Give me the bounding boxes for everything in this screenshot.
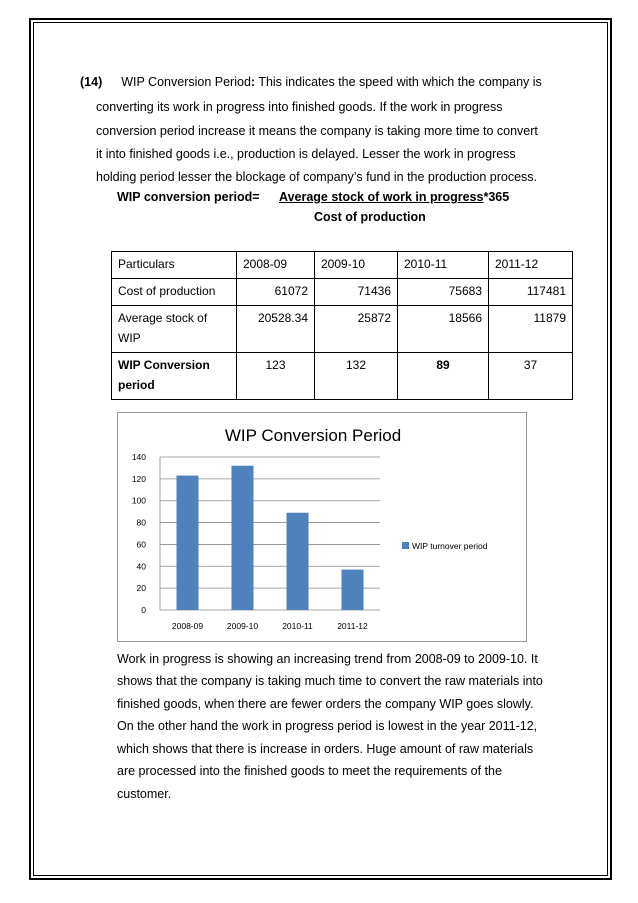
- conclusion-line-2: shows that the company is taking much time to convert the raw materials into: [117, 674, 543, 688]
- table-row: [112, 279, 573, 306]
- table-cell: 117481: [489, 279, 573, 306]
- table-cell: 20528.34: [237, 306, 315, 353]
- table-header-cell: 2009-10: [315, 252, 398, 279]
- y-tick-label: 100: [131, 495, 146, 506]
- chart-y-ticks: [132, 452, 146, 615]
- table-row: [112, 306, 573, 353]
- chart-legend: [402, 541, 488, 551]
- x-tick-label: 2011-12: [337, 621, 368, 631]
- wip-chart: [117, 412, 527, 642]
- table-cell: 75683: [398, 279, 489, 306]
- chart-svg: [118, 413, 528, 643]
- bar: [287, 513, 309, 610]
- conclusion-line-6: are processed into the finished goods to meet the requirements of the: [117, 764, 502, 778]
- chart-x-ticks: [172, 621, 368, 631]
- formula-numerator-line: [279, 190, 509, 204]
- x-tick-label: 2008-09: [171, 621, 204, 631]
- legend-swatch: [402, 542, 409, 549]
- table-cell: 18566: [398, 306, 489, 353]
- table-header-cell: 2011-12: [489, 252, 573, 279]
- table-row: [112, 353, 573, 400]
- formula-multiplier: *365: [483, 190, 510, 204]
- formula-label: WIP conversion period=: [117, 190, 260, 204]
- bar: [177, 476, 199, 610]
- y-tick-label: 60: [136, 539, 146, 550]
- y-tick-label: 40: [136, 561, 146, 572]
- intro-line-1: This indicates the speed with which the company is: [258, 75, 542, 89]
- x-tick-label: 2010-11: [282, 621, 313, 631]
- conclusion-line-5: which shows that there is increase in orders. Huge amount of raw materials: [117, 742, 534, 756]
- intro-line-3: conversion period increase it means the company is taking more time to convert: [96, 124, 538, 138]
- row-label-line: period: [118, 378, 155, 392]
- section-heading: WIP Conversion Period: [121, 75, 251, 89]
- table-header-cell: 2010-11: [398, 252, 489, 279]
- y-tick-label: 80: [136, 517, 146, 528]
- section-colon: :: [250, 75, 256, 89]
- intro-line-2: converting its work in progress into finished goods. If the work in progress: [96, 100, 503, 114]
- conclusion-line-1: Work in progress is showing an increasing trend from 2008-09 to 2009-10. It: [117, 652, 538, 666]
- row-label: [112, 353, 237, 400]
- conclusion-line-3: finished goods, when there are fewer orders the company WIP goes slowly.: [117, 697, 534, 711]
- bar: [342, 570, 364, 610]
- y-tick-label: 0: [141, 605, 146, 615]
- table-cell: 25872: [315, 306, 398, 353]
- table-cell: 89: [398, 353, 489, 400]
- table-cell: 37: [489, 353, 573, 400]
- row-label: [112, 306, 237, 353]
- bar: [232, 466, 254, 610]
- conclusion-line-7: customer.: [117, 787, 172, 801]
- x-tick-label: 2009-10: [226, 621, 259, 631]
- section-heading-line: [80, 75, 542, 89]
- intro-line-5: holding period lesser the blockage of company’s fund in the production process.: [96, 170, 538, 184]
- formula-numerator: Average stock of work in progress: [279, 190, 484, 204]
- row-label-line: Average stock of: [118, 311, 208, 325]
- row-label-line: WIP Conversion: [118, 358, 210, 372]
- table-header-row: [112, 252, 573, 279]
- row-label: Cost of production: [112, 279, 237, 306]
- section-number: (14): [80, 75, 103, 89]
- y-tick-label: 140: [131, 452, 146, 462]
- y-tick-label: 20: [136, 583, 146, 594]
- chart-title: WIP Conversion Period: [224, 426, 402, 445]
- wip-table: [111, 251, 573, 400]
- formula-denominator: Cost of production: [314, 210, 426, 224]
- intro-line-4: it into finished goods i.e., production is delayed. Lesser the work in progress: [96, 147, 516, 161]
- table-cell: 61072: [237, 279, 315, 306]
- table-header-cell: Particulars: [112, 252, 237, 279]
- row-label-line: WIP: [118, 331, 141, 345]
- table-cell: 11879: [489, 306, 573, 353]
- conclusion-line-4: On the other hand the work in progress period is lowest in the year 2011-12,: [117, 719, 538, 733]
- legend-label: WIP turnover period: [412, 541, 488, 551]
- table-cell: 71436: [315, 279, 398, 306]
- table-header-cell: 2008-09: [237, 252, 315, 279]
- y-tick-label: 120: [131, 473, 146, 484]
- table-cell: 132: [315, 353, 398, 400]
- table-cell: 123: [237, 353, 315, 400]
